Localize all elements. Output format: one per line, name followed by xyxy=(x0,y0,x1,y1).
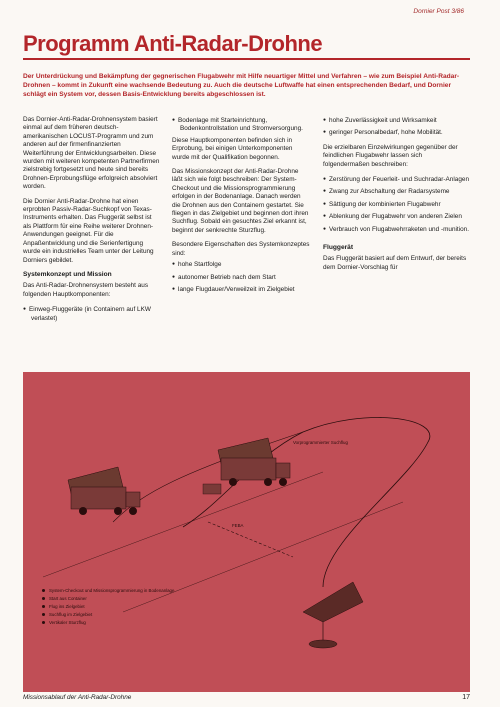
bullet-item: ● autonomer Betrieb nach dem Start xyxy=(172,273,310,282)
bullet-item: ● Bodenlage mit Starteinrichtung, Bodenkontrollstation und Stromversorgung. xyxy=(172,116,310,134)
bullet-item: ● Zerstörung der Feuerleit- und Suchradar-Anlagen xyxy=(323,175,470,184)
legend-item: Flug ins Zielgebiet xyxy=(42,604,174,609)
legend-item: Start aus Container xyxy=(42,596,174,601)
legend-item: System-Checkout und Missionsprogrammierung in Bodenanlage xyxy=(42,588,174,593)
mission-illustration xyxy=(23,372,470,692)
legend-item: Vertikaler Sturzflug xyxy=(42,620,174,625)
bullet-item: ● hohe Zuverlässigkeit und Wirksamkeit xyxy=(323,116,470,125)
figure-label-feba: FEBA xyxy=(232,523,244,528)
paragraph: Besondere Eigenschaften des Systemkonzeptes sind: xyxy=(172,241,310,257)
column-3 xyxy=(323,116,470,278)
bullet-item: ● geringer Personalbedarf, hohe Mobilität. xyxy=(323,128,470,137)
figure-legend xyxy=(42,588,174,628)
paragraph: Das Dornier-Anti-Radar-Drohnensystem basiert einmal auf dem früheren deutsch-amerikanischen LOCUST-Programm und zum anderen auf der firmenfinanzierten Weiterführung der Entwicklungsarbeiten. Diese wurden mit weiteren kompetenten Partnerfirmen zielstrebig fortgesetzt und heute sind bereits Drohnen-Erprobungsflüge erfolgreich absolviert worden. xyxy=(23,116,160,191)
bullet-item: ● Sättigung der kombinierten Flugabwehr xyxy=(323,200,470,209)
bullet-item: ● Einweg-Fluggeräte (in Containern auf LKW verlastet) xyxy=(23,305,161,323)
truck-icon xyxy=(218,438,290,486)
section-heading: Fluggerät xyxy=(323,244,354,252)
bullet-item: ● Verbrauch von Flugabwehrraketen und -munition. xyxy=(323,225,470,234)
figure-caption: Missionsablauf der Anti-Radar-Drohne xyxy=(23,694,132,701)
bullet-item: ● lange Flugdauer/Verweilzeit im Zielgebiet xyxy=(172,285,310,294)
column-1 xyxy=(23,116,161,326)
section-heading: Systemkonzept und Mission xyxy=(23,270,112,278)
bullet-item: ● Ablenkung der Flugabwehr von anderen Zielen xyxy=(323,212,470,221)
radar-icon xyxy=(303,582,363,648)
legend-item: Suchflug im Zielgebiet xyxy=(42,612,174,617)
issue-header: Dornier Post 3/86 xyxy=(413,8,464,15)
paragraph: Das Anti-Radar-Drohnensystem besteht aus folgenden Hauptkomponenten: xyxy=(23,282,149,298)
column-2 xyxy=(172,116,310,297)
figure-label-route: Vorprogrammierter Suchflug xyxy=(293,440,348,445)
bullet-item: ● Zwang zur Abschaltung der Radarsysteme xyxy=(323,187,470,196)
paragraph: Die Dornier Anti-Radar-Drohne hat einen erprobten Passiv-Radar-Suchkopf von Texas-Instruments erhalten. Das Fluggerät selbst ist als Plattform für eine Reihe weiterer Drohnen-Anwendungen geeignet. Für die Anpaßentwicklung und die Serienfertigung wurde ein industrielles Team unter der Leitung Dorniers gebildet. xyxy=(23,197,154,264)
bullet-item: ● hohe Startfolge xyxy=(172,260,310,269)
paragraph: Das Missionskonzept der Anti-Radar-Drohne läßt sich wie folgt beschreiben: Der System-Checkout und die Missionsprogrammierung erfolgen in der Bodenanlage. Danach werden die Drohnen aus den Containern gestartet. Sie fliegen in das Zielgebiet und beginnen dort ihren Suchflug. Sobald ein gesuchtes Ziel erkannt ist, beginnt der senkrechte Sturzflug. xyxy=(172,168,309,234)
paragraph: Diese Hauptkomponenten befinden sich in Erprobung, bei einigen Unterkomponenten wurde mit der Qualifikation begonnen. xyxy=(172,136,293,161)
lead-paragraph: Der Unterdrückung und Bekämpfung der gegnerischen Flugabwehr mit Hilfe neuartiger Mittel und Verfahren – wie zum Beispiel Anti-Radar-Drohnen – kommt in Zukunft eine wachsende Bedeutung zu. Auch die deutsche Luftwaffe hat einen entsprechenden Bedarf, und Dornier schlägt ein System vor, dessen Basis-Entwicklung bereits abgeschlossen ist. xyxy=(23,73,460,98)
title-rule xyxy=(23,58,470,60)
article-title: Programm Anti-Radar-Drohne xyxy=(23,31,323,56)
page-number: 17 xyxy=(462,694,470,701)
paragraph: Das Fluggerät basiert auf dem Entwurf, der bereits dem Dornier-Vorschlag für xyxy=(323,255,467,271)
feba-line xyxy=(208,522,293,557)
paragraph: Die erzielbaren Einzelwirkungen gegenüber der feindlichen Flugabwehr lassen sich folgendermaßen beschreiben: xyxy=(323,143,458,168)
